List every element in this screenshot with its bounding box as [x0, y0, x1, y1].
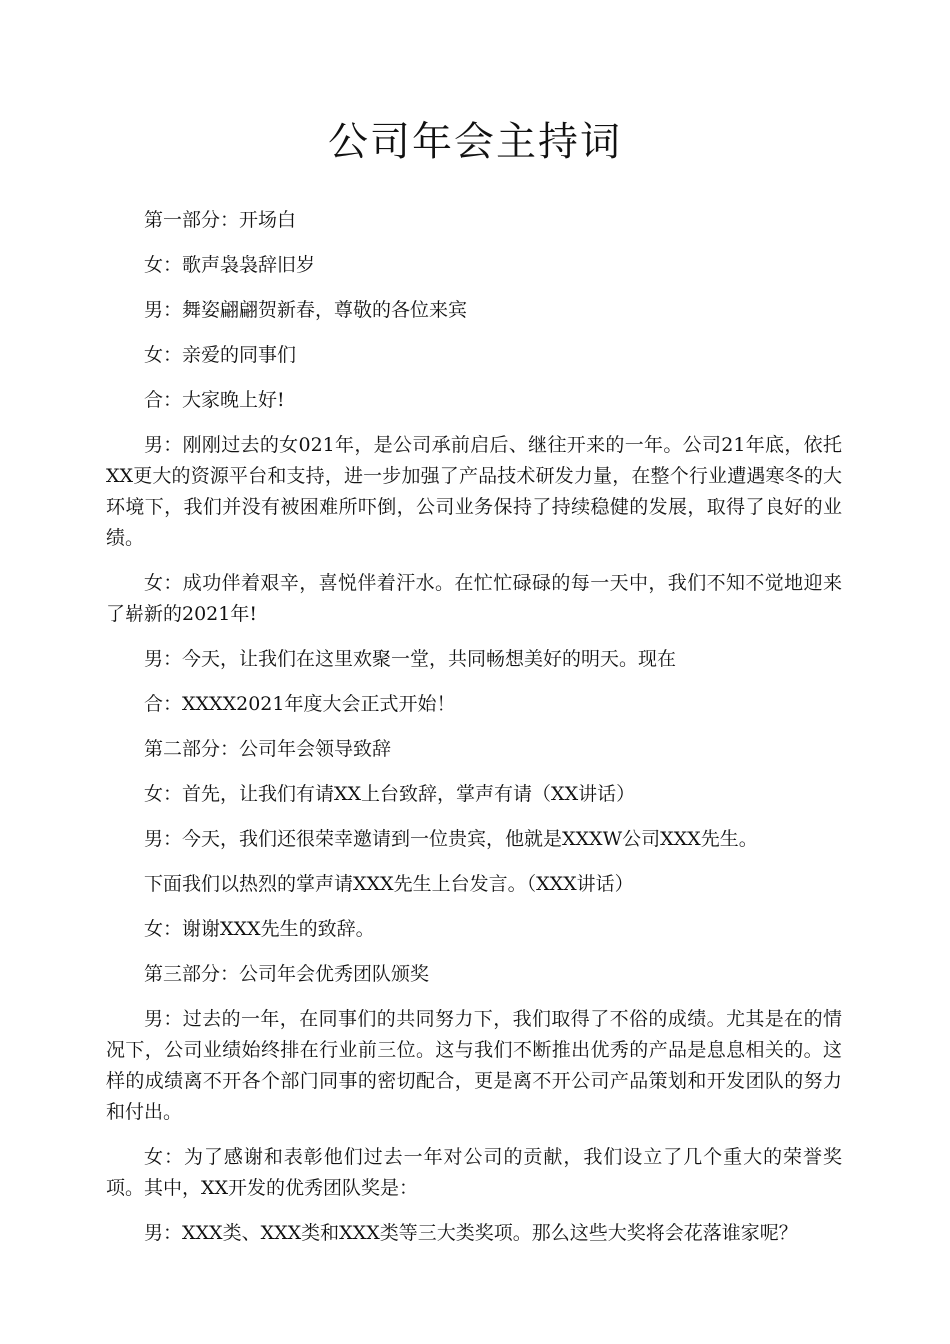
- paragraph: 女：首先，让我们有请XX上台致辞，掌声有请（XX讲话）: [144, 783, 636, 805]
- paragraph-opening-heading: 第一部分：开场白: [144, 209, 297, 231]
- document-body: [106, 205, 842, 1263]
- paragraph: 下面我们以热烈的掌声请XXX先生上台发言。（XXX讲话）: [144, 873, 634, 895]
- paragraph-leader-speech-heading: 第二部分：公司年会领导致辞: [144, 738, 392, 760]
- paragraph: 女：谢谢XXX先生的致辞。: [144, 918, 375, 940]
- paragraph: 男：刚刚过去的女021年，是公司承前启后、继往开来的一年。公司21年底，依托XX更大的资源平台和支持，进一步加强了产品技术研发力量，在整个行业遭遇寒冬的大环境下，我们并没有被困难所吓倒，公司业务保持了持续稳健的发展，取得了良好的业绩。: [106, 434, 842, 549]
- paragraph: 男：今天，我们还很荣幸邀请到一位贵宾，他就是XXXW公司XXX先生。: [144, 828, 758, 850]
- paragraph: 男：舞姿翩翩贺新春，尊敬的各位来宾: [144, 299, 468, 321]
- paragraph: 女：歌声袅袅辞旧岁: [144, 254, 316, 276]
- paragraph: 男：XXX类、XXX类和XXX类等三大类奖项。那么这些大奖将会花落谁家呢？: [144, 1222, 798, 1244]
- paragraph: 男：过去的一年，在同事们的共同努力下，我们取得了不俗的成绩。尤其是在的情况下，公司业绩始终排在行业前三位。这与我们不断推出优秀的产品是息息相关的。这样的成绩离不开各个部门同事的密切配合，更是离不开公司产品策划和开发团队的努力和付出。: [106, 1008, 842, 1123]
- paragraph: 女：成功伴着艰辛，喜悦伴着汗水。在忙忙碌碌的每一天中，我们不知不觉地迎来了崭新的2021年!: [106, 572, 842, 625]
- paragraph: 女：为了感谢和表彰他们过去一年对公司的贡献，我们设立了几个重大的荣誉奖项。其中，XX开发的优秀团队奖是：: [106, 1146, 842, 1199]
- paragraph: 合：大家晚上好!: [144, 389, 285, 411]
- document-title: 公司年会主持词: [328, 119, 622, 165]
- paragraph: 合：XXXX2021年度大会正式开始！: [144, 693, 456, 715]
- paragraph: 男：今天，让我们在这里欢聚一堂，共同畅想美好的明天。现在: [144, 648, 677, 670]
- paragraph-award-heading: 第三部分：公司年会优秀团队颁奖: [144, 963, 430, 985]
- paragraph: 女：亲爱的同事们: [144, 344, 297, 366]
